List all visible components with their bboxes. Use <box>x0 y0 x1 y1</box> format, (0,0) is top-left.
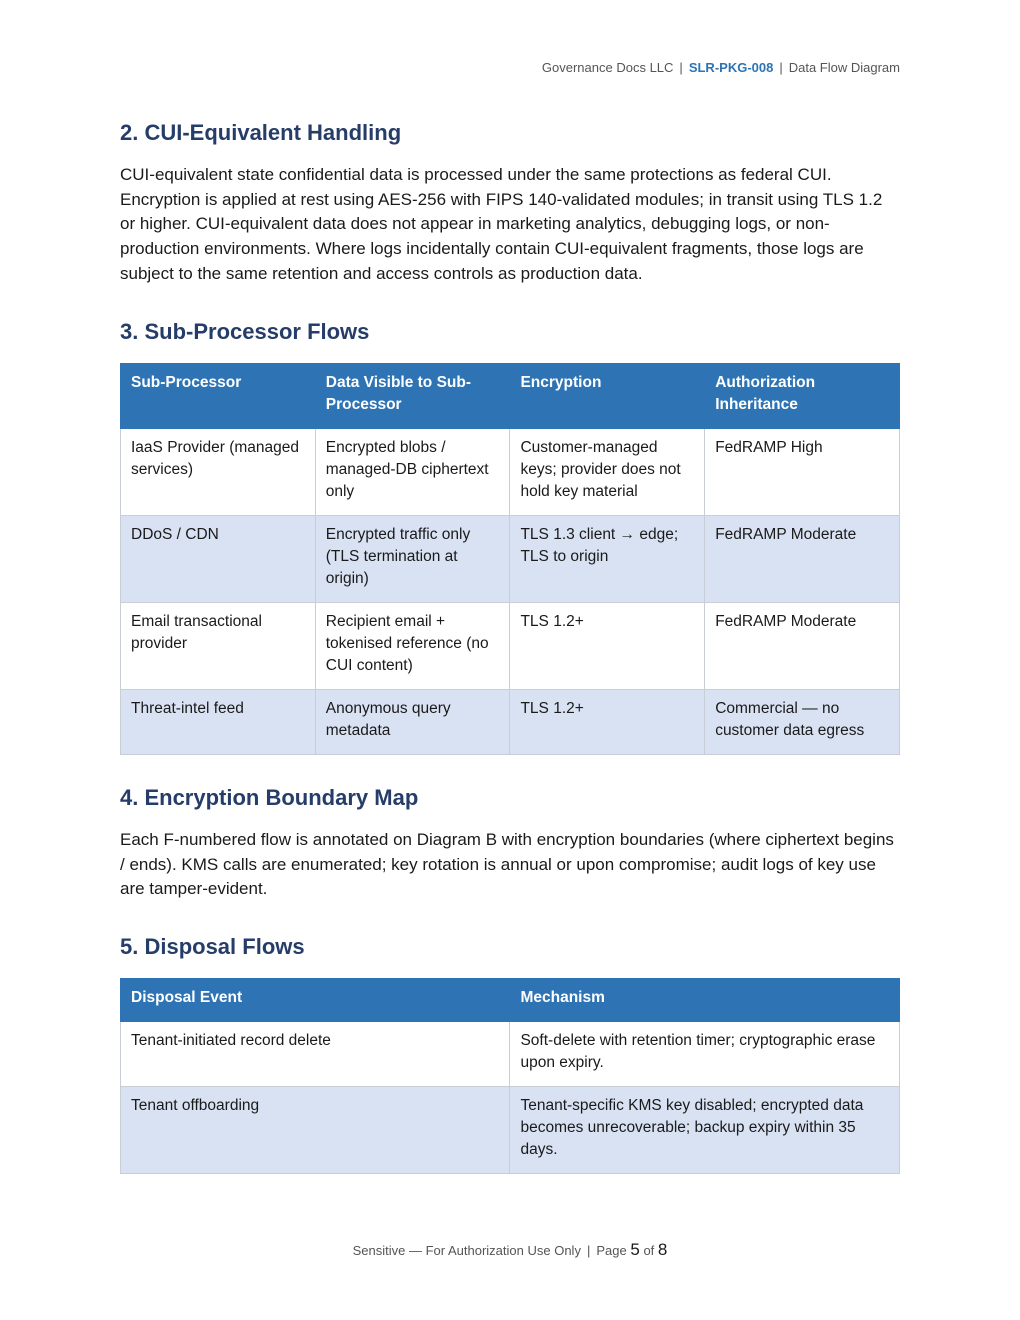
table-cell: Soft-delete with retention timer; cryptographic erase upon expiry. <box>510 1022 900 1087</box>
table-cell: Encrypted blobs / managed-DB ciphertext only <box>315 429 510 516</box>
table-row <box>121 1022 900 1087</box>
section-2-title: 2. CUI-Equivalent Handling <box>120 120 402 145</box>
column-header: Encryption <box>510 364 705 429</box>
section-4-body: Each F-numbered flow is annotated on Diagram B with encryption boundaries (where ciphertext begins / ends). KMS calls are enumerated; key rotation is annual or upon compromise; audit logs of key use are tamper-evident. <box>120 830 894 899</box>
table-cell: FedRAMP Moderate <box>705 603 900 690</box>
section-4-title: 4. Encryption Boundary Map <box>120 785 419 810</box>
table-header-row <box>121 979 900 1022</box>
disposal-table <box>120 978 900 1174</box>
table-row <box>121 516 900 603</box>
column-header: Authorization Inheritance <box>705 364 900 429</box>
footer-separator: | <box>586 1243 591 1258</box>
table-cell: Email transactional provider <box>121 603 316 690</box>
page-total: 8 <box>657 1240 668 1259</box>
footer-of-word: of <box>643 1243 655 1258</box>
table-cell: Tenant-specific KMS key disabled; encrypted data becomes unrecoverable; backup expiry within 35 days. <box>510 1087 900 1174</box>
table-cell: Customer-managed keys; provider does not hold key material <box>510 429 705 516</box>
table-cell: TLS 1.2+ <box>510 603 705 690</box>
section-2-body: CUI-equivalent state confidential data is processed under the same protections as federal CUI. Encryption is applied at rest using AES-256 with FIPS 140-validated modules; in transit using TLS 1.2 or higher. CUI-equivalent data does not appear in marketing analytics, debugging logs, or non-production environments. Where logs incidentally contain CUI-equivalent fragments, those logs are subject to the same retention and access controls as production data. <box>120 165 883 283</box>
table-cell: DDoS / CDN <box>121 516 316 603</box>
column-header: Data Visible to Sub-Processor <box>315 364 510 429</box>
table-cell: Tenant-initiated record delete <box>121 1022 510 1087</box>
table-row <box>121 429 900 516</box>
page-number: 5 <box>630 1240 640 1259</box>
header-separator: | <box>779 60 783 75</box>
table-cell: TLS 1.2+ <box>510 690 705 755</box>
page-header <box>542 60 900 75</box>
header-company: Governance Docs LLC <box>541 60 674 75</box>
table-cell: IaaS Provider (managed services) <box>121 429 316 516</box>
table-cell: FedRAMP High <box>705 429 900 516</box>
section-5-title: 5. Disposal Flows <box>120 934 305 959</box>
column-header: Sub-Processor <box>121 364 316 429</box>
footer-page-word: Page <box>596 1243 627 1258</box>
table-row <box>121 690 900 755</box>
page-footer <box>0 1240 1020 1260</box>
column-header: Disposal Event <box>121 979 510 1022</box>
footer-label: Sensitive — For Authorization Use Only <box>352 1243 581 1258</box>
header-separator: | <box>679 60 683 75</box>
column-header: Mechanism <box>510 979 900 1022</box>
table-cell: Anonymous query metadata <box>315 690 510 755</box>
table-row <box>121 603 900 690</box>
table-cell: Tenant offboarding <box>121 1087 510 1174</box>
section-3-title: 3. Sub-Processor Flows <box>120 319 370 344</box>
table-cell: Threat-intel feed <box>121 690 316 755</box>
sub-processor-table <box>120 363 900 755</box>
table-cell: Commercial — no customer data egress <box>705 690 900 755</box>
header-doc-code: SLR-PKG-008 <box>688 60 774 75</box>
table-cell: FedRAMP Moderate <box>705 516 900 603</box>
table-cell: Recipient email + tokenised reference (no CUI content) <box>315 603 510 690</box>
table-row <box>121 1087 900 1174</box>
header-doc-title: Data Flow Diagram <box>788 60 900 75</box>
table-cell: TLS 1.3 client → edge; TLS to origin <box>510 516 705 603</box>
table-header-row <box>121 364 900 429</box>
table-cell: Encrypted traffic only (TLS termination at origin) <box>315 516 510 603</box>
